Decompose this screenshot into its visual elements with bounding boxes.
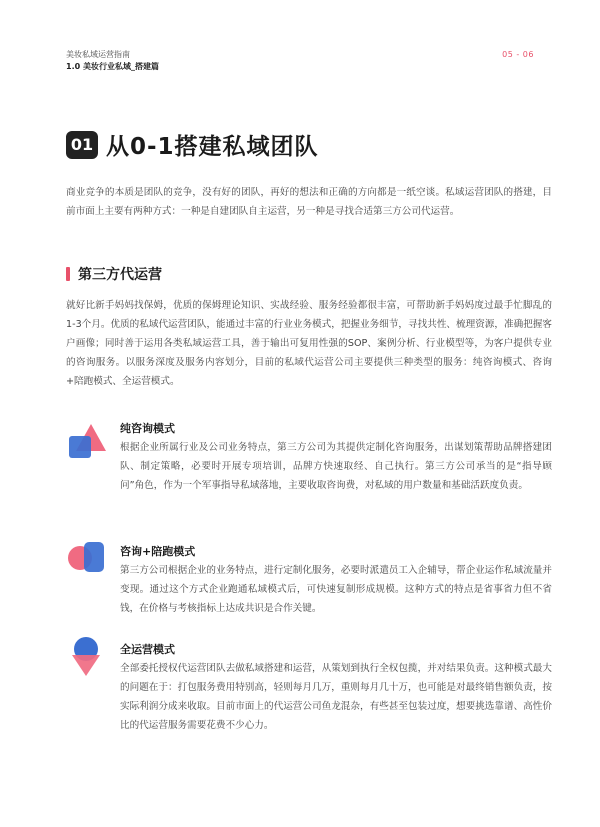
square-shape [69, 436, 91, 458]
document-title: 美妆私域运营指南 [66, 50, 130, 59]
section-title: 第三方代运营 [78, 267, 162, 283]
page-header [66, 49, 159, 73]
mode-title-consulting-accompany: 咨询+陪跑模式 [120, 545, 196, 558]
circle-inverted-triangle-icon [66, 635, 108, 677]
intro-paragraph: 商业竞争的本质是团队的竞争，没有好的团队，再好的想法和正确的方向都是一纸空谈。私域运营团队的搭建，目前市面上主要有两种方式：一种是自建团队自主运营，另一种是寻找合适第三方公司代运营。 [66, 187, 552, 217]
mode-body-full-operation: 全部委托授权代运营团队去做私域搭建和运营，从策划到执行全权包揽，并对结果负责。这种模式最大的问题在于：打包服务费用特别高，轻则每月几万，重则每月几十万，也可能是对最终销售额负责，按实际利润分成来收取。目前市面上的代运营公司鱼龙混杂，有些甚至包装过度，想要挑选靠谱、高性价比的代运营服务需要花费不少心力。 [120, 663, 552, 731]
mode-title-consulting: 纯咨询模式 [120, 422, 175, 435]
section-accent-bar [66, 267, 70, 281]
chapter-heading [66, 128, 319, 161]
page-numbers: 05 - 06 [502, 50, 534, 59]
chapter-number-badge: 01 [66, 131, 98, 159]
rounded-rect-shape [84, 542, 104, 572]
square-triangle-icon [66, 421, 108, 463]
inverted-triangle-shape [72, 655, 100, 676]
mode-body-consulting: 根据企业所属行业及公司业务特点，第三方公司为其提供定制化咨询服务，出谋划策帮助品牌搭建团队、制定策略，必要时开展专项培训，品牌方快速取经、自己执行。第三方公司承当的是“指导顾问”角色，作为一个军事指导私域落地，主要收取咨询费，对私域的用户数量和基础活跃度负责。 [120, 442, 552, 491]
mode-body-consulting-accompany: 第三方公司根据企业的业务特点，进行定制化服务，必要时派遣员工入企辅导，帮企业运作私域流量并变现。通过这个方式企业跑通私域模式后，可快速复制形成规模。这种方式的特点是省事省力但不省钱，在价格与考核指标上达成共识是合作关键。 [120, 565, 552, 614]
document-subtitle: 1.0 美妆行业私域_搭建篇 [66, 62, 159, 71]
section-heading [66, 264, 162, 284]
chapter-title: 从0-1搭建私域团队 [106, 134, 319, 160]
mode-title-full-operation: 全运营模式 [120, 643, 175, 656]
section-paragraph: 就好比新手妈妈找保姆，优质的保姆理论知识、实战经验、服务经验都很丰富，可帮助新手妈妈度过最手忙脚乱的1-3个月。优质的私域代运营团队，能通过丰富的行业业务模式，把握业务细节，寻找共性、梳理资源，准确把握客户画像；同时善于运用各类私域运营工具，善于输出可复用性强的SOP、案例分析、行业模型等，为客户提供专业的咨询服务。以服务深度及服务内容划分，目前的私域代运营公司主要提供三种类型的服务：纯咨询模式、咨询+陪跑模式、全运营模式。 [66, 300, 552, 387]
circle-rounded-square-icon [66, 538, 108, 580]
